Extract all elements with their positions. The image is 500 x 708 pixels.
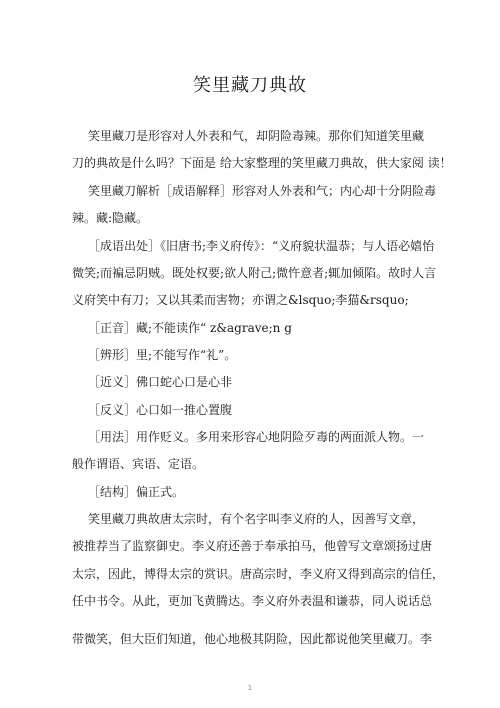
entry-usage-line-2: 般作谓语、宾语、定语。 <box>72 457 205 471</box>
paragraph-source-line-3: 义府笑中有刀；又以其柔而害物；亦谓之&lsquo;李猫&rsquo; <box>72 293 409 307</box>
entry-form: ［辨形］里;不能写作“礼”。 <box>88 348 237 362</box>
paragraph-story-line-2: 被推荐当了监察御史。李义府还善于奉承拍马，他曾写文章颂扬过唐 <box>72 539 433 553</box>
paragraph-source-line-2: 微笑;而褊忌阴贼。既处权要;欲人附己;微忤意者;辄加倾陷。故时人言 <box>72 266 437 280</box>
paragraph-source-line-1: ［成语出处］《旧唐书;李义府传》：“义府貌状温恭；与人语必嬉怡 <box>88 239 435 253</box>
paragraph-story-line-1: 笑里藏刀典故唐太宗时，有个名字叫李义府的人，因善写文章， <box>88 512 425 526</box>
entry-usage-line-1: ［用法］用作贬义。多用来形容心地阴险歹毒的两面派人物。一 <box>88 430 425 444</box>
paragraph-intro-line-2: 刀的典故是什么吗？下面是 给大家整理的笑里藏刀典故，供大家阅 读！ <box>72 156 452 170</box>
paragraph-story-line-3: 太宗，因此，博得太宗的赏识。唐高宗时，李义府又得到高宗的信任， <box>72 567 445 581</box>
paragraph-analysis-line-2: 辣。藏:隐藏。 <box>72 211 149 225</box>
entry-pronunciation: ［正音］藏;不能读作“ z&agrave;n g <box>88 321 292 335</box>
paragraph-intro-line-1: 笑里藏刀是形容对人外表和气，却阴险毒辣。那你们知道笑里藏 <box>88 129 425 143</box>
paragraph-story-line-5: 带微笑，但大臣们知道，他心地极其阴险，因此都说他笑里藏刀。李 <box>72 632 433 646</box>
paragraph-analysis-line-1: 笑里藏刀解析［成语解释］形容对人外表和气；内心却十分阴险毒 <box>88 184 437 198</box>
entry-structure: ［结构］偏正式。 <box>88 485 185 499</box>
page-title: 笑里藏刀典故 <box>193 75 307 96</box>
paragraph-story-line-4: 任中书令。从此，更加飞黄腾达。李义府外表温和谦恭，同人说话总 <box>72 594 433 608</box>
page-number: 1 <box>247 684 253 692</box>
entry-synonym: ［近义］佛口蛇心口是心非 <box>88 375 233 389</box>
entry-antonym: ［反义］心口如一推心置腹 <box>88 403 233 417</box>
